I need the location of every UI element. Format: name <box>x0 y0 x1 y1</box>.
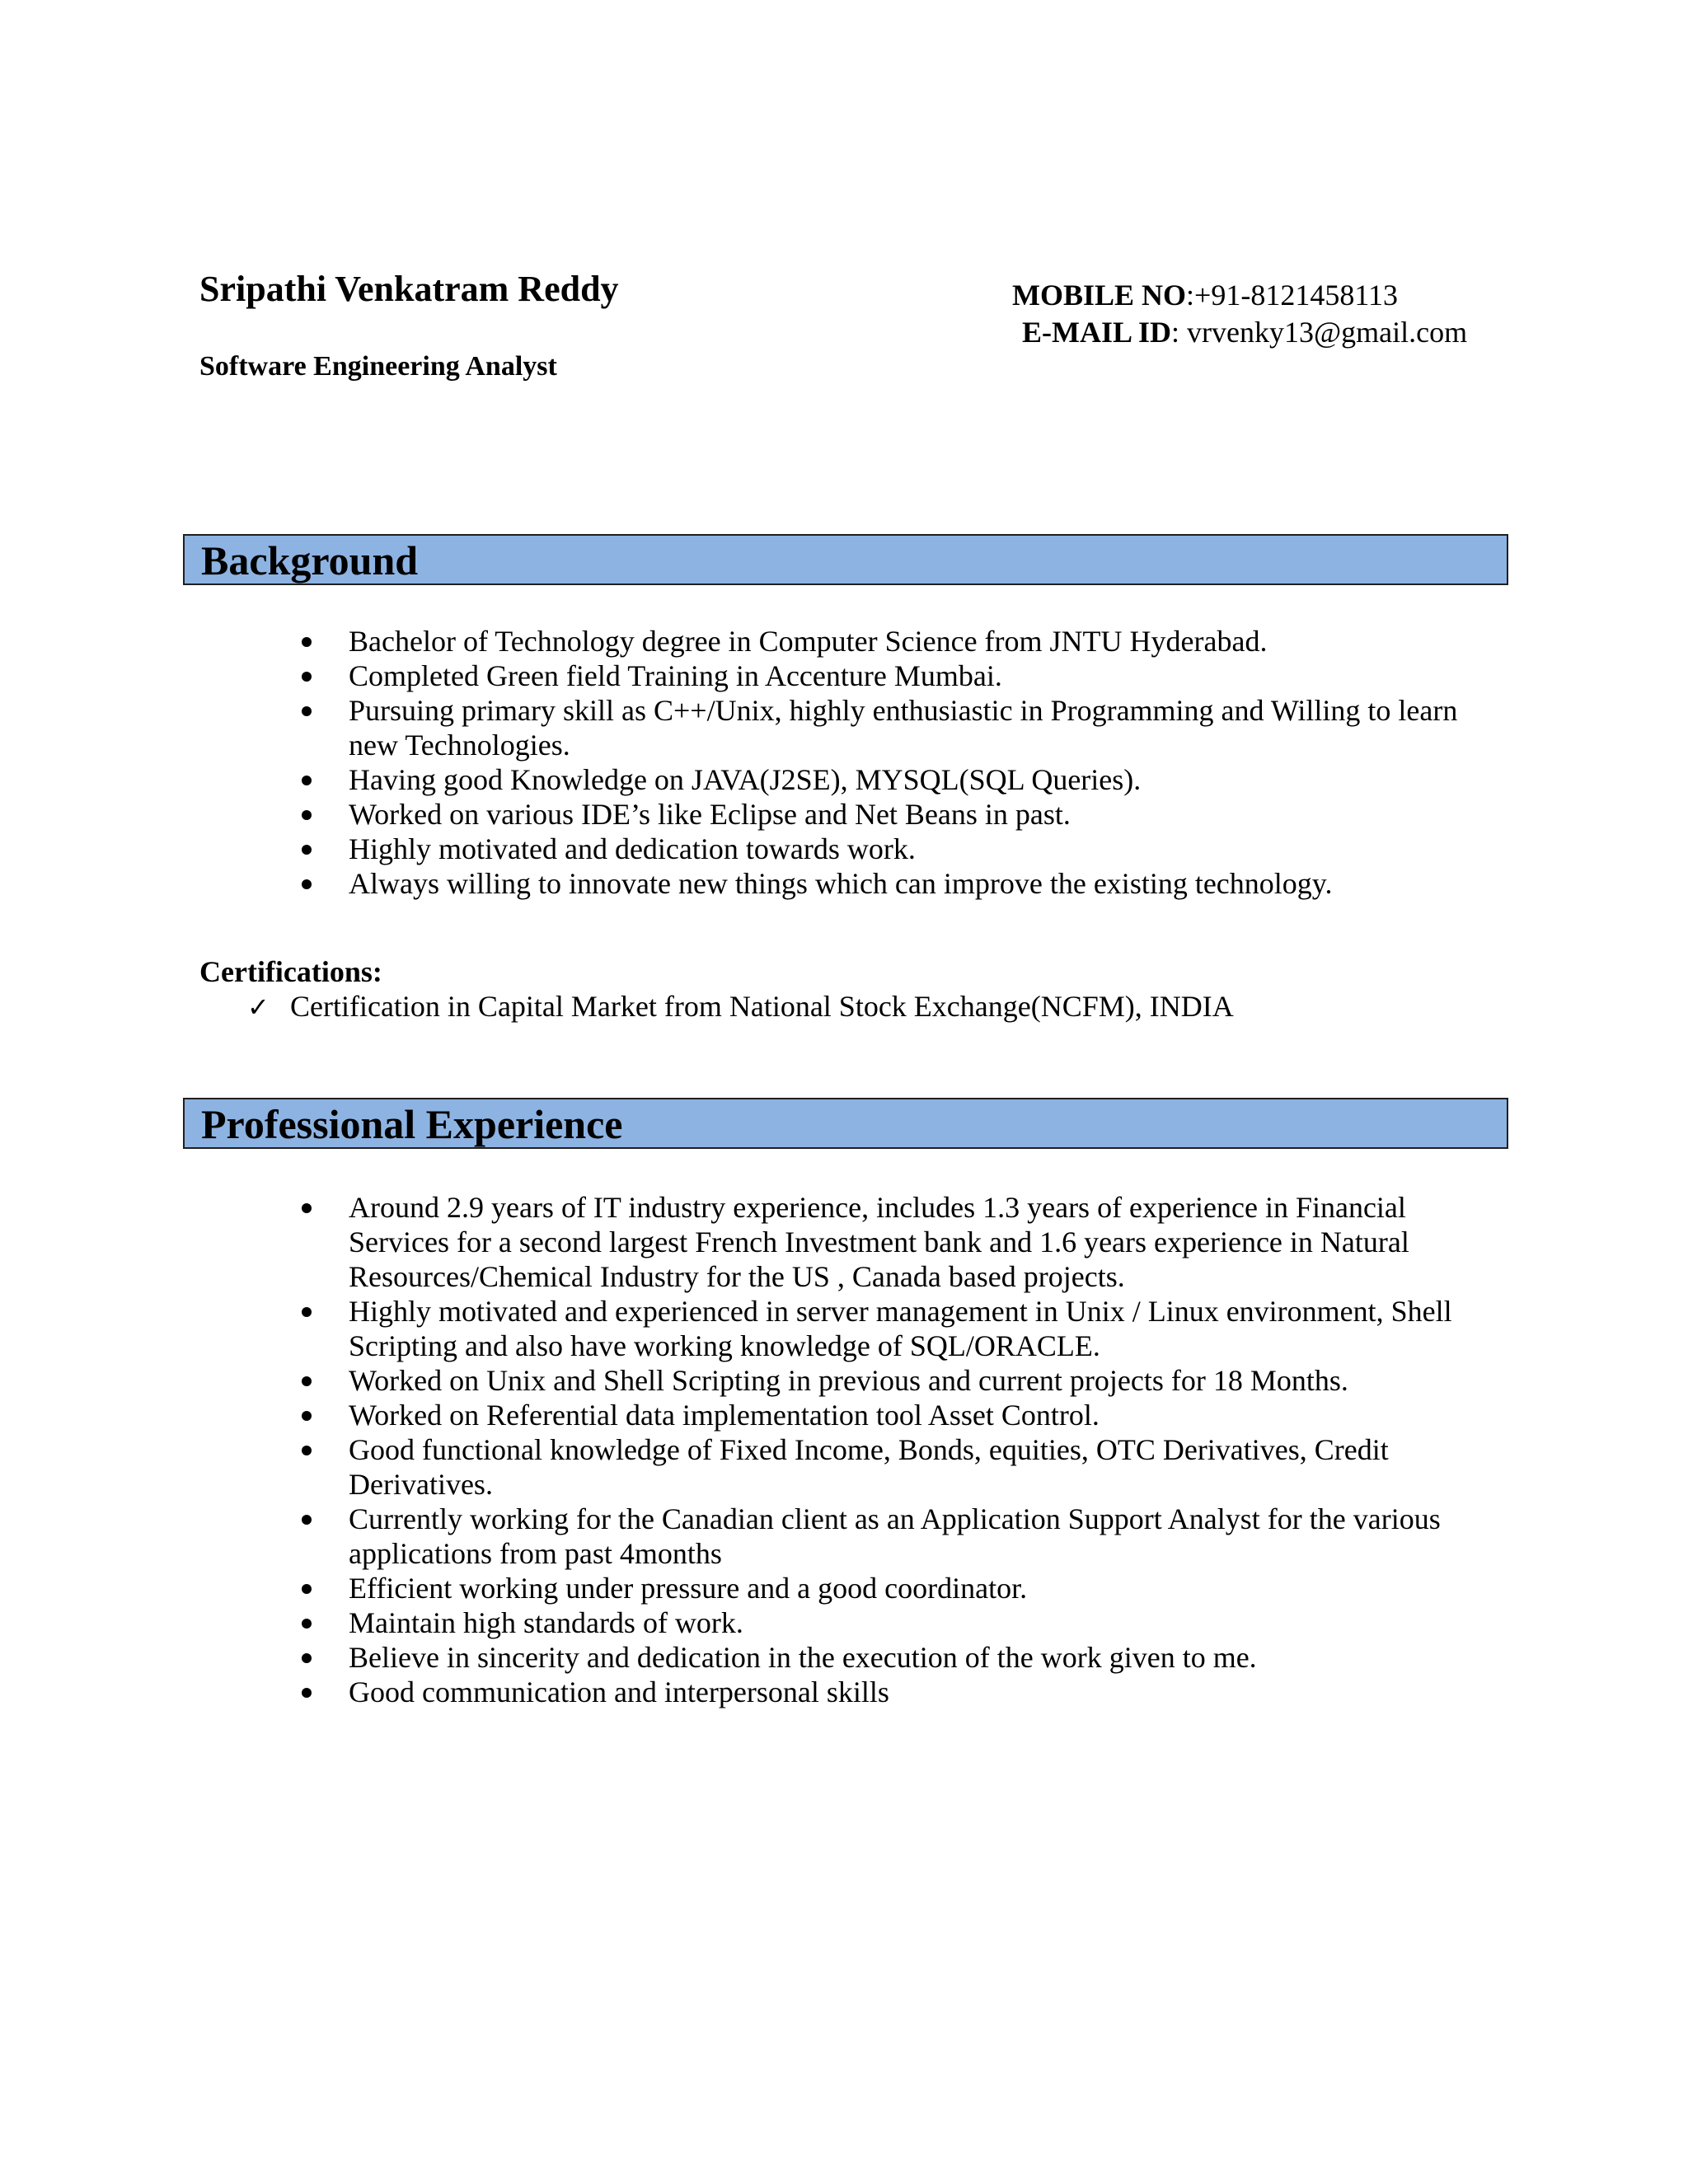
email-label: E-MAIL ID <box>1022 316 1172 349</box>
list-item <box>349 1398 1486 1432</box>
bullet-icon <box>302 1446 312 1455</box>
bullet-icon <box>302 1515 312 1525</box>
bullet-icon <box>302 1584 312 1594</box>
list-item <box>349 1294 1486 1363</box>
experience-section-header <box>183 1098 1508 1149</box>
bullet-icon <box>302 1203 312 1213</box>
list-item-text: Good functional knowledge of Fixed Income, Bonds, equities, OTC Derivatives, Credit Derivatives. <box>349 1433 1389 1501</box>
bullet-icon <box>302 1653 312 1663</box>
list-item <box>349 624 1486 658</box>
bullet-icon <box>302 1688 312 1698</box>
list-item <box>349 1675 1486 1709</box>
list-item-text: Worked on various IDE’s like Eclipse and Net Beans in past. <box>349 798 1071 831</box>
background-list <box>349 624 1486 901</box>
list-item <box>349 762 1486 797</box>
list-item <box>349 832 1486 866</box>
experience-heading: Professional Experience <box>201 1101 623 1147</box>
list-item <box>349 658 1486 693</box>
background-section-header <box>183 534 1508 585</box>
list-item <box>349 866 1486 901</box>
list-item <box>349 1605 1486 1640</box>
list-item-text: Currently working for the Canadian client as an Application Support Analyst for the various applications from past 4months <box>349 1502 1441 1570</box>
mobile-value: :+91-8121458113 <box>1186 279 1398 312</box>
list-item-text: Always willing to innovate new things which can improve the existing technology. <box>349 867 1333 900</box>
bullet-icon <box>302 845 312 855</box>
bullet-icon <box>302 1411 312 1421</box>
bullet-icon <box>302 776 312 785</box>
list-item <box>349 1571 1486 1605</box>
job-title: Software Engineering Analyst <box>199 351 557 382</box>
list-item <box>349 1502 1486 1571</box>
bullet-icon <box>302 1307 312 1317</box>
certification-item <box>247 989 1234 1024</box>
mobile-label: MOBILE NO <box>1012 279 1187 312</box>
experience-list <box>349 1190 1486 1709</box>
list-item-text: Maintain high standards of work. <box>349 1606 743 1639</box>
list-item <box>349 693 1486 762</box>
candidate-name: Sripathi Venkatram Reddy <box>199 269 619 309</box>
list-item <box>349 1363 1486 1398</box>
list-item-text: Good communication and interpersonal skills <box>349 1675 889 1708</box>
list-item-text: Pursuing primary skill as C++/Unix, highly enthusiastic in Programming and Willing to learn new Technologies. <box>349 694 1458 762</box>
bullet-icon <box>302 672 312 682</box>
list-item-text: Around 2.9 years of IT industry experience, includes 1.3 years of experience in Financial Services for a second largest French Investment bank and 1.6 years experience in Natural Resources/Chemical Industry for the US , Canada based projects. <box>349 1191 1409 1293</box>
checkmark-icon: ✓ <box>247 991 270 1023</box>
list-item-text: Believe in sincerity and dedication in the execution of the work given to me. <box>349 1641 1257 1674</box>
background-heading: Background <box>201 537 419 583</box>
email-contact <box>1022 315 1467 349</box>
list-item <box>349 1432 1486 1502</box>
list-item-text: Highly motivated and dedication towards work. <box>349 832 916 865</box>
list-item <box>349 1640 1486 1675</box>
bullet-icon <box>302 1376 312 1386</box>
list-item-text: Efficient working under pressure and a good coordinator. <box>349 1572 1028 1605</box>
bullet-icon <box>302 706 312 716</box>
certification-text: Certification in Capital Market from National Stock Exchange(NCFM), INDIA <box>290 990 1234 1023</box>
list-item-text: Having good Knowledge on JAVA(J2SE), MYSQL(SQL Queries). <box>349 763 1142 796</box>
list-item <box>349 797 1486 832</box>
list-item-text: Highly motivated and experienced in server management in Unix / Linux environment, Shell Scripting and also have working knowledge of SQL/ORACLE. <box>349 1295 1452 1362</box>
list-item-text: Completed Green field Training in Accenture Mumbai. <box>349 659 1002 692</box>
bullet-icon <box>302 810 312 820</box>
list-item <box>349 1190 1486 1294</box>
list-item-text: Bachelor of Technology degree in Computer Science from JNTU Hyderabad. <box>349 625 1268 658</box>
email-value: : vrvenky13@gmail.com <box>1171 316 1468 349</box>
bullet-icon <box>302 637 312 647</box>
bullet-icon <box>302 879 312 889</box>
certifications-heading: Certifications: <box>199 955 382 988</box>
list-item-text: Worked on Unix and Shell Scripting in previous and current projects for 18 Months. <box>349 1364 1348 1397</box>
list-item-text: Worked on Referential data implementation tool Asset Control. <box>349 1399 1100 1432</box>
bullet-icon <box>302 1619 312 1629</box>
mobile-contact <box>1012 278 1398 312</box>
